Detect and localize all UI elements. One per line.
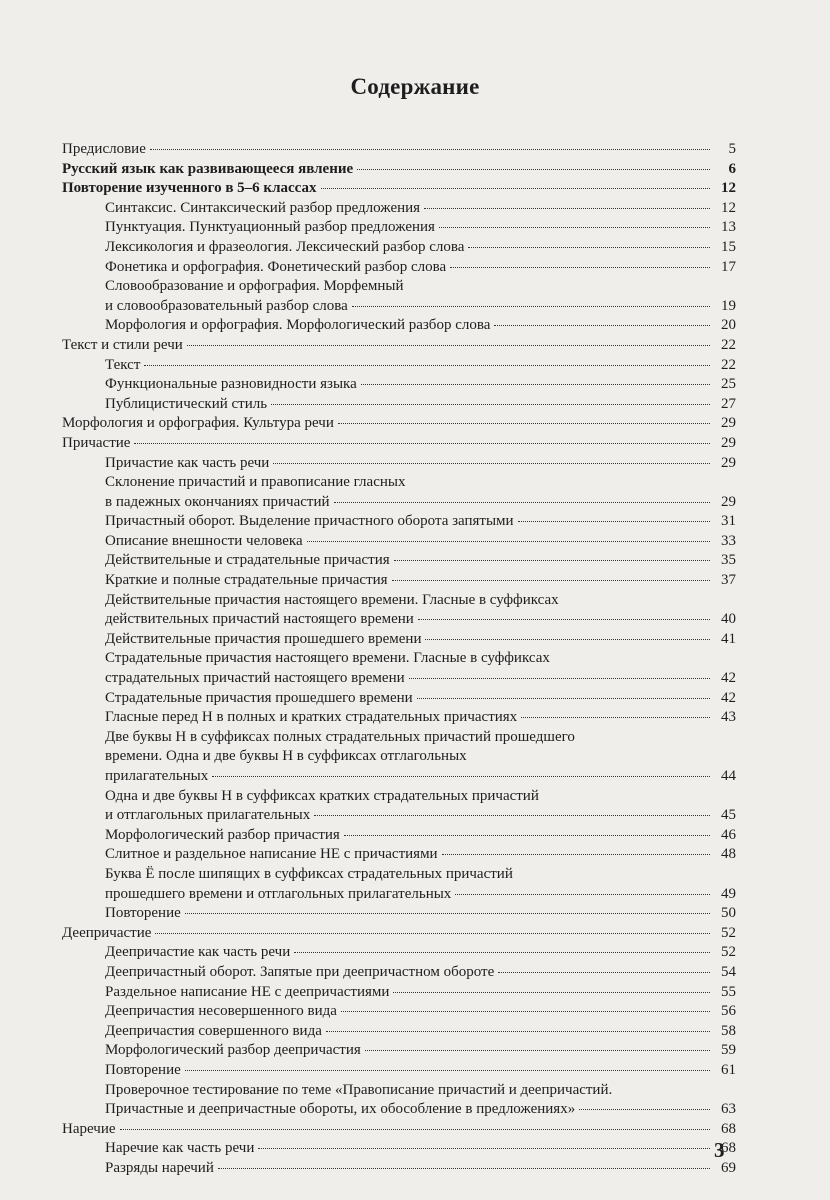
toc-entry-text-line: Одна и две буквы Н в суффиксах кратких страдательных причастий — [105, 787, 539, 804]
toc-entry-title: Деепричастие — [62, 924, 152, 941]
toc-entry[interactable] — [62, 845, 736, 865]
toc-entry[interactable] — [62, 277, 736, 316]
toc-entry-page: 45 — [721, 807, 736, 824]
toc-entry[interactable] — [62, 983, 736, 1003]
dot-leader — [338, 423, 710, 424]
toc-entry[interactable] — [62, 943, 736, 963]
dot-leader — [185, 1070, 710, 1071]
toc-entry[interactable] — [62, 1061, 736, 1081]
toc-entry-page: 37 — [721, 572, 736, 589]
toc-entry-title: Причастие — [62, 434, 131, 451]
dot-leader — [212, 776, 710, 777]
toc-entry-page: 58 — [721, 1022, 736, 1039]
toc-entry-text-line: Склонение причастий и правописание гласных — [105, 474, 406, 491]
dot-leader — [344, 835, 710, 836]
toc-entry[interactable] — [62, 963, 736, 983]
toc-entry[interactable] — [62, 140, 736, 160]
dot-leader — [498, 972, 710, 973]
dot-leader — [425, 639, 710, 640]
toc-entry-text-line: времени. Одна и две буквы Н в суффиксах отглагольных — [105, 748, 467, 765]
toc-entry-page: 22 — [721, 336, 736, 353]
toc-entry-page: 52 — [721, 944, 736, 961]
dot-leader — [450, 267, 710, 268]
toc-entry-page: 55 — [721, 983, 736, 1000]
dot-leader — [321, 188, 711, 189]
dot-leader — [409, 678, 710, 679]
toc-entry[interactable] — [62, 1022, 736, 1042]
toc-entry-title: Предисловие — [62, 141, 146, 157]
toc-entry-page: 43 — [721, 709, 736, 726]
toc-entry-page: 19 — [721, 297, 736, 314]
toc-entry[interactable] — [62, 316, 736, 336]
dot-leader — [418, 619, 710, 620]
toc-entry[interactable] — [62, 689, 736, 709]
toc-entry-title: в падежных окончаниях причастий — [105, 493, 330, 510]
toc-entry-title: Функциональные разновидности языка — [105, 376, 357, 393]
dot-leader — [393, 992, 710, 993]
dot-leader — [185, 913, 710, 914]
dot-leader — [579, 1109, 710, 1110]
page-title: Содержание — [350, 74, 480, 99]
dot-leader — [442, 854, 710, 855]
toc-entry-page: 69 — [721, 1159, 736, 1176]
toc-entry[interactable] — [62, 1002, 736, 1022]
dot-leader — [294, 952, 710, 953]
dot-leader — [361, 384, 710, 385]
toc-entry-title: Повторение — [105, 905, 181, 922]
dot-leader — [334, 502, 710, 503]
toc-entry-title: Действительные и страдательные причастия — [105, 552, 390, 569]
toc-entry-title: Синтаксис. Синтаксический разбор предложения — [105, 199, 421, 216]
dot-leader — [424, 208, 710, 209]
toc-entry-page: 42 — [721, 670, 736, 687]
toc-entry-title: Морфология и орфография. Культура речи — [62, 415, 334, 432]
toc-entry-page: 6 — [728, 160, 736, 177]
toc-entry-title: Морфологический разбор причастия — [105, 826, 340, 843]
toc-entry-text-line: Буква Ё после шипящих в суффиксах страдательных причастий — [105, 865, 513, 882]
toc-entry-title: Слитное и раздельное написание НЕ с причастиями — [105, 846, 438, 863]
toc-entry-title: Наречие как часть речи — [105, 1140, 255, 1157]
toc-entry-page: 29 — [721, 415, 736, 432]
toc-entry-title: Повторение — [105, 1061, 181, 1078]
toc-entry[interactable] — [62, 179, 736, 199]
toc-entry-title: Разряды наречий — [105, 1159, 214, 1176]
table-of-contents — [62, 140, 736, 1178]
toc-entry[interactable] — [62, 454, 736, 474]
toc-entry-title: прилагательных — [105, 768, 209, 784]
toc-entry-title: прошедшего времени и отглагольных прилагательных — [105, 885, 452, 902]
toc-entry[interactable] — [62, 591, 736, 630]
dot-leader — [271, 404, 710, 405]
toc-entry-title: и отглагольных прилагательных — [105, 807, 311, 824]
toc-entry[interactable] — [62, 728, 736, 787]
toc-entry-title: Раздельное написание НЕ с деепричастиями — [105, 983, 390, 1000]
toc-entry-title: Действительные причастия прошедшего времени — [105, 630, 422, 647]
toc-entry-title: Пунктуация. Пунктуационный разбор предложения — [105, 219, 435, 236]
toc-entry-page: 20 — [721, 317, 736, 334]
toc-entry[interactable] — [62, 826, 736, 846]
dot-leader — [150, 149, 710, 150]
toc-entry[interactable] — [62, 649, 736, 688]
toc-entry-title: Морфологический разбор деепричастия — [105, 1042, 361, 1059]
dot-leader — [494, 325, 710, 326]
toc-entry-page: 12 — [721, 180, 736, 197]
toc-entry[interactable] — [62, 708, 736, 728]
toc-entry-page: 49 — [721, 885, 736, 902]
toc-entry-page: 31 — [721, 513, 736, 530]
toc-entry[interactable] — [62, 414, 736, 434]
toc-entry-page: 35 — [721, 552, 736, 569]
toc-entry[interactable] — [62, 904, 736, 924]
toc-entry-title: Русский язык как развивающееся явление — [62, 160, 354, 177]
toc-entry-page: 61 — [721, 1061, 736, 1078]
toc-entry-title: Деепричастия совершенного вида — [105, 1022, 322, 1039]
toc-entry[interactable] — [62, 512, 736, 532]
dot-leader — [134, 443, 710, 444]
toc-entry[interactable] — [62, 218, 736, 238]
dot-leader — [468, 247, 710, 248]
toc-entry-title: Текст и стили речи — [62, 336, 183, 353]
toc-entry-title: Деепричастие как часть речи — [105, 944, 291, 961]
dot-leader — [518, 521, 710, 522]
toc-entry[interactable] — [62, 473, 736, 512]
dot-leader — [394, 560, 710, 561]
toc-entry-page: 68 — [721, 1120, 736, 1137]
toc-entry-title: Описание внешности человека — [105, 532, 303, 549]
toc-entry-page: 29 — [721, 434, 736, 451]
toc-entry-page: 48 — [721, 846, 736, 863]
toc-entry-page: 44 — [721, 768, 736, 784]
dot-leader — [187, 345, 710, 346]
toc-entry-page: 27 — [721, 395, 736, 412]
dot-leader — [417, 698, 710, 699]
dot-leader — [144, 365, 710, 366]
toc-entry-page: 46 — [721, 826, 736, 843]
page-number: 3 — [714, 1138, 725, 1162]
toc-entry-page: 63 — [721, 1101, 736, 1118]
dot-leader — [392, 580, 710, 581]
toc-entry[interactable] — [62, 1081, 736, 1120]
toc-entry-page: 68 — [721, 1140, 736, 1157]
toc-entry-page: 29 — [721, 493, 736, 510]
toc-entry-text-line: Действительные причастия настоящего времени. Гласные в суффиксах — [105, 591, 559, 608]
dot-leader — [314, 815, 710, 816]
toc-entry[interactable] — [62, 787, 736, 826]
toc-entry-title: Морфология и орфография. Морфологический разбор слова — [105, 317, 491, 334]
dot-leader — [307, 541, 710, 542]
toc-entry[interactable] — [62, 630, 736, 650]
toc-entry-title: Фонетика и орфография. Фонетический разбор слова — [105, 258, 447, 275]
dot-leader — [455, 894, 710, 895]
dot-leader — [341, 1011, 710, 1012]
dot-leader — [439, 227, 710, 228]
toc-entry-text-line: Проверочное тестирование по теме «Правописание причастий и деепричастий. — [105, 1081, 613, 1098]
toc-entry[interactable] — [62, 199, 736, 219]
toc-entry-title: Лексикология и фразеология. Лексический разбор слова — [105, 238, 465, 255]
toc-entry-title: Текст — [105, 356, 141, 373]
dot-leader — [365, 1050, 710, 1051]
toc-entry-page: 29 — [721, 454, 736, 471]
dot-leader — [357, 169, 710, 170]
toc-entry[interactable] — [62, 336, 736, 356]
toc-entry-page: 42 — [721, 689, 736, 706]
toc-entry[interactable] — [62, 865, 736, 904]
toc-entry[interactable] — [62, 238, 736, 258]
dot-leader — [273, 463, 710, 464]
toc-entry[interactable] — [62, 434, 736, 454]
toc-entry[interactable] — [62, 1041, 736, 1061]
toc-entry[interactable] — [62, 356, 736, 376]
toc-entry-title: Повторение изученного в 5–6 классах — [62, 180, 317, 197]
toc-entry[interactable] — [62, 551, 736, 571]
dot-leader — [120, 1129, 710, 1130]
toc-entry-page: 52 — [721, 924, 736, 941]
toc-entry[interactable] — [62, 395, 736, 415]
toc-entry-title: страдательных причастий настоящего времени — [105, 670, 405, 687]
toc-entry[interactable] — [62, 532, 736, 552]
toc-entry-page: 54 — [721, 963, 736, 980]
dot-leader — [521, 717, 710, 718]
toc-entry-title: действительных причастий настоящего времени — [105, 611, 414, 628]
toc-entry[interactable] — [62, 258, 736, 278]
toc-entry-title: Гласные перед Н в полных и кратких страдательных причастиях — [105, 709, 518, 726]
toc-entry-page: 17 — [721, 258, 736, 275]
toc-entry[interactable] — [62, 160, 736, 180]
dot-leader — [155, 933, 710, 934]
toc-entry-title: Причастие как часть речи — [105, 454, 270, 471]
toc-entry-title: Наречие — [62, 1120, 116, 1137]
toc-entry-page: 25 — [721, 376, 736, 393]
toc-entry-title: Деепричастный оборот. Запятые при деепричастном обороте — [105, 963, 495, 980]
toc-entry-page: 5 — [728, 141, 736, 157]
dot-leader — [326, 1031, 710, 1032]
toc-entry[interactable] — [62, 1120, 736, 1140]
toc-entry[interactable] — [62, 375, 736, 395]
toc-entry-title: Страдательные причастия прошедшего времени — [105, 689, 413, 706]
toc-entry-text-line: Две буквы Н в суффиксах полных страдательных причастий прошедшего — [105, 728, 575, 745]
toc-entry-text-line: Страдательные причастия настоящего времени. Гласные в суффиксах — [105, 650, 550, 667]
dot-leader — [352, 306, 710, 307]
toc-entry-text-line: Словообразование и орфография. Морфемный — [105, 278, 404, 295]
toc-entry-page: 22 — [721, 356, 736, 373]
toc-entry[interactable] — [62, 1139, 736, 1159]
toc-entry-page: 13 — [721, 219, 736, 236]
toc-entry[interactable] — [62, 1159, 736, 1179]
toc-entry-page: 59 — [721, 1042, 736, 1059]
toc-entry-page: 56 — [721, 1003, 736, 1020]
dot-leader — [258, 1148, 710, 1149]
toc-entry-title: Публицистический стиль — [105, 395, 268, 412]
toc-entry-title: Деепричастия несовершенного вида — [105, 1003, 337, 1020]
toc-entry-page: 50 — [721, 905, 736, 922]
toc-entry-page: 12 — [721, 199, 736, 216]
toc-entry-page: 33 — [721, 532, 736, 549]
toc-entry-page: 41 — [721, 630, 736, 647]
toc-entry-title: Краткие и полные страдательные причастия — [105, 572, 388, 589]
toc-entry-title: Причастный оборот. Выделение причастного оборота запятыми — [105, 513, 514, 530]
toc-entry-title: и словообразовательный разбор слова — [105, 297, 348, 314]
toc-entry[interactable] — [62, 571, 736, 591]
toc-entry-page: 40 — [721, 611, 736, 628]
toc-entry-title: Причастные и деепричастные обороты, их обособление в предложениях» — [105, 1101, 576, 1118]
toc-entry-page: 15 — [721, 238, 736, 255]
toc-entry[interactable] — [62, 924, 736, 944]
dot-leader — [218, 1168, 710, 1169]
